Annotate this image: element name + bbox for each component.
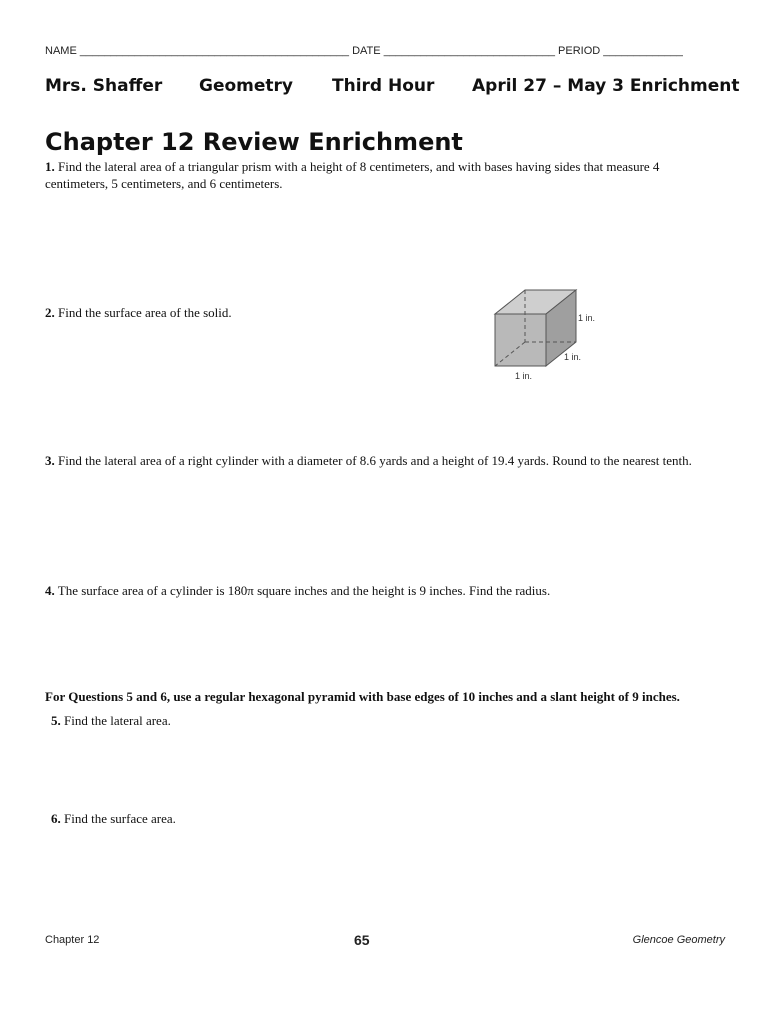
question-3 — [45, 452, 710, 469]
page-title: Chapter 12 Review Enrichment — [45, 128, 463, 156]
name-line[interactable]: ____________________________________________ — [79, 45, 350, 57]
question-2 — [45, 304, 445, 321]
question-2-number: 2. — [45, 305, 55, 320]
date-line[interactable]: ____________________________ — [383, 45, 555, 57]
question-5-text: Find the lateral area. — [64, 713, 171, 728]
question-3-text: Find the lateral area of a right cylinder with a diameter of 8.6 yards and a height of 19.4 yards. Round to the nearest tenth. — [58, 453, 692, 468]
question-1-number: 1. — [45, 159, 55, 174]
questions-5-6-instruction: For Questions 5 and 6, use a regular hexagonal pyramid with base edges of 10 inches and a slant height of 9 inches. — [45, 689, 680, 704]
footer-chapter: Chapter 12 — [45, 934, 100, 946]
date-label: DATE — [352, 45, 381, 57]
period-line[interactable]: _____________ — [603, 45, 683, 57]
cube-width-label: 1 in. — [515, 371, 533, 381]
assignment-dates: April 27 – May 3 Enrichment — [472, 76, 740, 96]
question-4 — [45, 582, 725, 599]
question-5-number: 5. — [51, 713, 61, 728]
question-1-text: Find the lateral area of a triangular prism with a height of 8 centimeters, and with bases having sides that measure 4 centimeters, 5 centimeters, and 6 centimeters. — [45, 159, 660, 191]
page-number: 65 — [354, 932, 370, 948]
question-3-number: 3. — [45, 453, 55, 468]
name-label: NAME — [45, 45, 77, 57]
header-fields — [45, 45, 725, 57]
question-1 — [45, 158, 725, 192]
footer-book-title: Glencoe Geometry — [632, 934, 725, 946]
cube-depth-label: 1 in. — [564, 352, 582, 362]
period-label: PERIOD — [558, 45, 601, 57]
question-5 — [51, 712, 171, 729]
question-6 — [51, 810, 176, 827]
class-hour: Third Hour — [332, 76, 435, 96]
cube-front-face — [495, 314, 546, 366]
teacher-name: Mrs. Shaffer — [45, 76, 163, 96]
question-2-text: Find the surface area of the solid. — [58, 305, 232, 320]
question-6-text: Find the surface area. — [64, 811, 176, 826]
question-4-number: 4. — [45, 583, 55, 598]
cube-height-label: 1 in. — [578, 313, 596, 323]
subject: Geometry — [199, 76, 293, 96]
question-6-number: 6. — [51, 811, 61, 826]
cube-figure — [488, 286, 608, 386]
question-4-text: The surface area of a cylinder is 180π square inches and the height is 9 inches. Find the radius. — [57, 583, 551, 598]
